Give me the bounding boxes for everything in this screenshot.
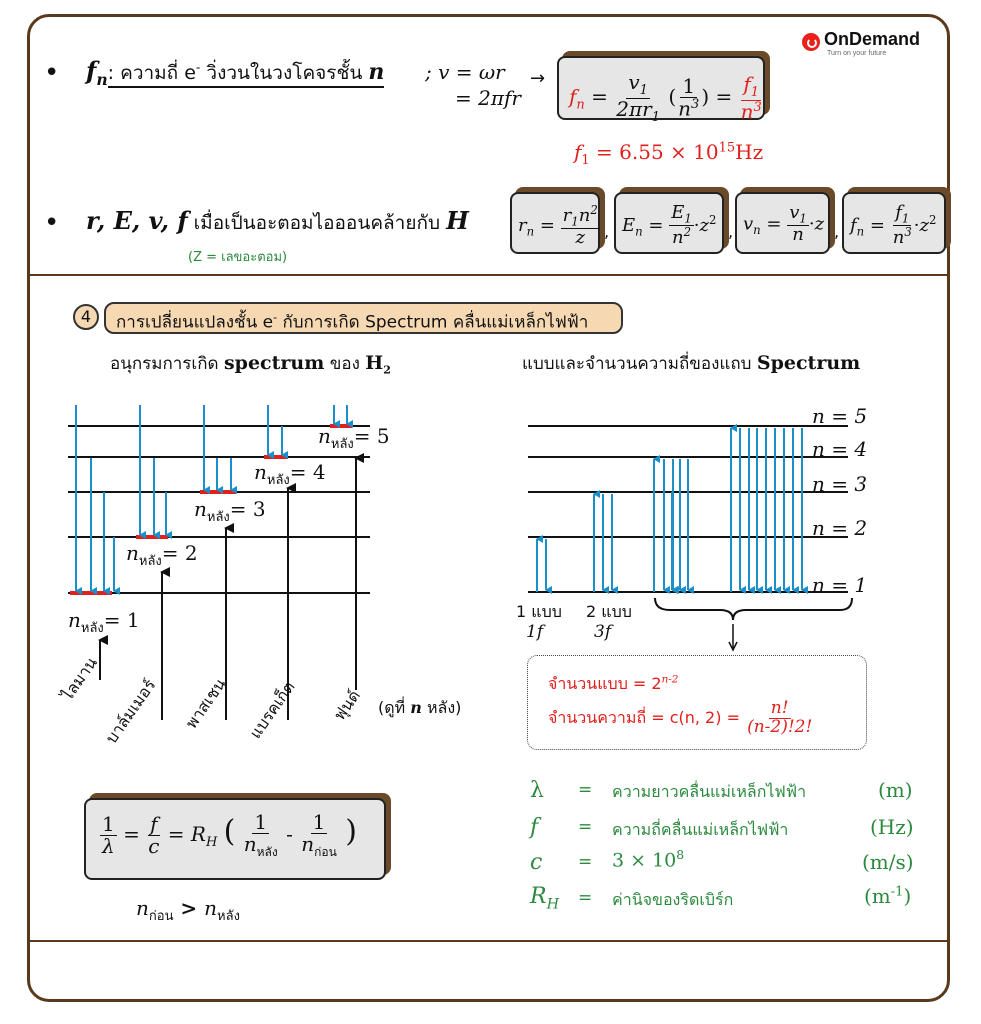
fn-definition: $f_n$: ความถี่ e- วิ่งวนในวงโคจรชั้น n — [86, 56, 385, 89]
right-level-1: n = 1 — [812, 573, 868, 597]
group-brace — [655, 598, 852, 620]
series-pfund: ฟุนด์ — [329, 686, 364, 725]
right-level-3: n = 3 — [812, 472, 868, 496]
r-formula-box: $r_n$ = $\frac{r_1n^2}{z}$ — [510, 192, 600, 254]
legend-c-unit: (m/s) — [862, 850, 914, 874]
ion-title: r, E, v, f เมื่อเป็นอะตอมไอออนคล้ายกับ H — [86, 206, 469, 235]
arrow-right-icon: → — [530, 68, 546, 89]
count-2-types: 2 แบบ — [586, 602, 632, 621]
level-label-3: $n_{หลัง}= 3$ — [194, 497, 266, 525]
logo-tagline: Turn on your future — [827, 50, 887, 57]
series-lyman: ไลมาน — [57, 653, 101, 705]
section-number: 4 — [73, 304, 99, 330]
level-label-2: $n_{หลัง}= 2$ — [126, 541, 198, 569]
freq-formula: จำนวนความถี่ = c(n, 2) = $\frac{n!}{(n-2)!2!}$ — [548, 698, 813, 737]
logo-brand: OnDemand — [824, 29, 921, 49]
right-level-5: n = 5 — [812, 404, 868, 428]
left-heading: อนุกรมการเกิด spectrum ของ $H_2$ — [110, 352, 391, 377]
rydberg-formula-box: $\frac{1}{\lambda}$ = $\frac{f}{c}$ = $R_H$ ( $\frac{1}{n_{หลัง}}$ - $\frac{1}{n_{ก่อน}}$ ) — [84, 798, 386, 880]
legend-rh-desc: ค่านิจของริดเบิร์ก — [612, 890, 734, 909]
legend-rh-sym: $R_H$ — [530, 884, 560, 913]
series-note: (ดูที่ n หลัง) — [378, 698, 462, 717]
legend-f-sym: f — [530, 815, 539, 840]
level-label-5: $n_{หลัง}= 5$ — [318, 424, 390, 452]
z-note: (Z = เลขอะตอม) — [188, 250, 288, 265]
e-formula-box: $E_n$ = $\frac{E_1}{n^2}$ $\cdot z^2$ — [614, 192, 724, 254]
types-formula: จำนวนแบบ = $2^{n-2}$ — [548, 673, 679, 693]
v-formula-box: $v_n$ = $\frac{v_1}{n}$ ·z — [735, 192, 830, 254]
right-heading: แบบและจำนวนความถี่ของแถบ Spectrum — [522, 352, 861, 374]
count-2-freq: 3f — [594, 622, 612, 642]
divider-2 — [30, 940, 948, 942]
level-label-1: $n_{หลัง}= 1$ — [68, 608, 140, 636]
series-paschen: พาสเชน — [181, 674, 230, 733]
v-equation-1: ; v = ωr — [425, 60, 505, 84]
f1-value: $f_1 = 6.55 \times 10^{15}Hz$ — [574, 140, 764, 168]
legend-lambda-desc: ความยาวคลื่นแม่เหล็กไฟฟ้า — [612, 782, 807, 801]
count-1-types: 1 แบบ — [516, 602, 562, 621]
right-level-4: n = 4 — [812, 437, 868, 461]
legend-lambda-sym: λ — [530, 778, 544, 803]
bullet-2: • — [44, 208, 60, 238]
section-title: การเปลี่ยนแปลงชั้น e- กับการเกิด Spectrum คลื่นแม่เหล็กไฟฟ้า — [104, 302, 623, 334]
fn-formula-box: $f_n$ = $\frac{v_1}{2\pi r_1}$ ( $\frac{1}{n^3}$ ) = $\frac{f_1}{n^3}$ — [557, 56, 765, 120]
series-balmer: บาล์มเมอร์ — [101, 675, 160, 748]
legend-lambda-unit: (m) — [878, 778, 913, 802]
legend-c-sym: c — [530, 850, 543, 875]
f-formula-box: $f_n$ = $\frac{f_1}{n^3}$ $\cdot z^2$ — [842, 192, 946, 254]
legend-c-desc: $3 \times 10^8$ — [612, 848, 685, 872]
order-condition: $n_{ก่อน} > n_{หลัง}$ — [136, 896, 240, 924]
count-1-freq: 1f — [526, 622, 544, 642]
legend-rh-unit: $(m^{-1})$ — [864, 884, 912, 908]
bullet-1: • — [44, 58, 60, 88]
v-equation-2: = 2πfr — [455, 86, 521, 110]
right-level-2: n = 2 — [812, 516, 868, 540]
level-label-4: $n_{หลัง}= 4$ — [254, 460, 326, 488]
series-brackett: แบรคเก็ต — [245, 677, 299, 743]
legend-f-unit: (Hz) — [870, 815, 914, 839]
legend-f-desc: ความถี่คลื่นแม่เหล็กไฟฟ้า — [612, 820, 789, 839]
